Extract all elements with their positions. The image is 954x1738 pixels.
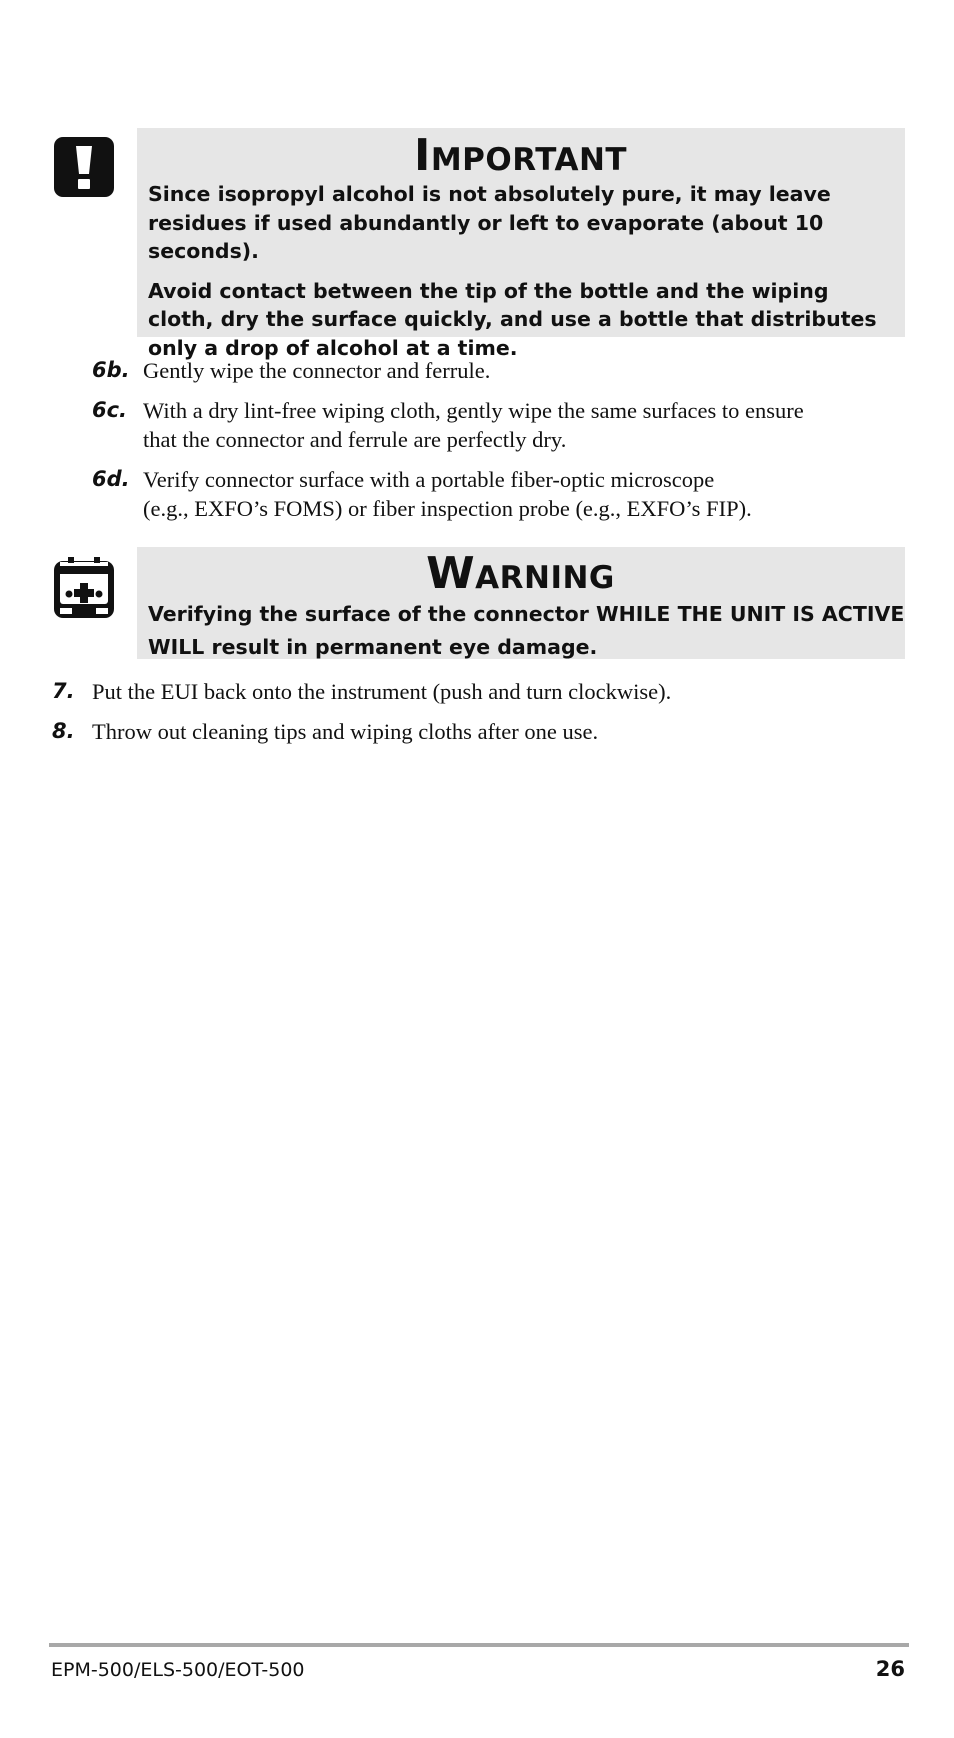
warning-line: WILL result in permanent eye damage. (148, 634, 598, 659)
warning-line: Verifying the surface of the connector WHILE THE UNIT IS ACTIVE (148, 602, 905, 626)
warning-title: Warning (426, 548, 615, 599)
important-title: Important (413, 130, 628, 181)
important-notice (137, 128, 905, 360)
warning-notice (137, 547, 905, 659)
step-number: 6c. (92, 398, 128, 422)
step-text: Put the EUI back onto the instrument (push and turn clockwise). (92, 679, 672, 704)
step-number: 6b. (92, 358, 130, 382)
step-text: Throw out cleaning tips and wiping cloths after one use. (92, 719, 599, 744)
step-text: Gently wipe the connector and ferrule. (143, 358, 491, 383)
step-number: 6d. (92, 467, 130, 491)
step-text: Verify connector surface with a portable fiber-optic microscope (143, 467, 715, 492)
page-number: 26 (875, 1657, 905, 1681)
step-text: that the connector and ferrule are perfectly dry. (143, 427, 567, 452)
footer-product-name: EPM-500/ELS-500/EOT-500 (51, 1659, 305, 1681)
step-text: (e.g., EXFO’s FOMS) or fiber inspection probe (e.g., EXFO’s FIP). (143, 496, 752, 521)
step-number: 7. (52, 679, 75, 703)
important-paragraph: Since isopropyl alcohol is not absolutely pure, it may leave residues if used abundantly or left to evaporate (about 10 seconds). (148, 182, 831, 263)
exclamation-icon (52, 135, 116, 199)
step-text: With a dry lint-free wiping cloth, gently wipe the same surfaces to ensure (143, 398, 804, 423)
step-number: 8. (52, 719, 75, 743)
ambulance-icon (52, 556, 116, 620)
footer-divider (49, 1643, 909, 1647)
important-paragraph: Avoid contact between the tip of the bottle and the wiping cloth, dry the surface quickly, and use a bottle that distributes only a drop of alcohol at a time. (148, 278, 877, 360)
